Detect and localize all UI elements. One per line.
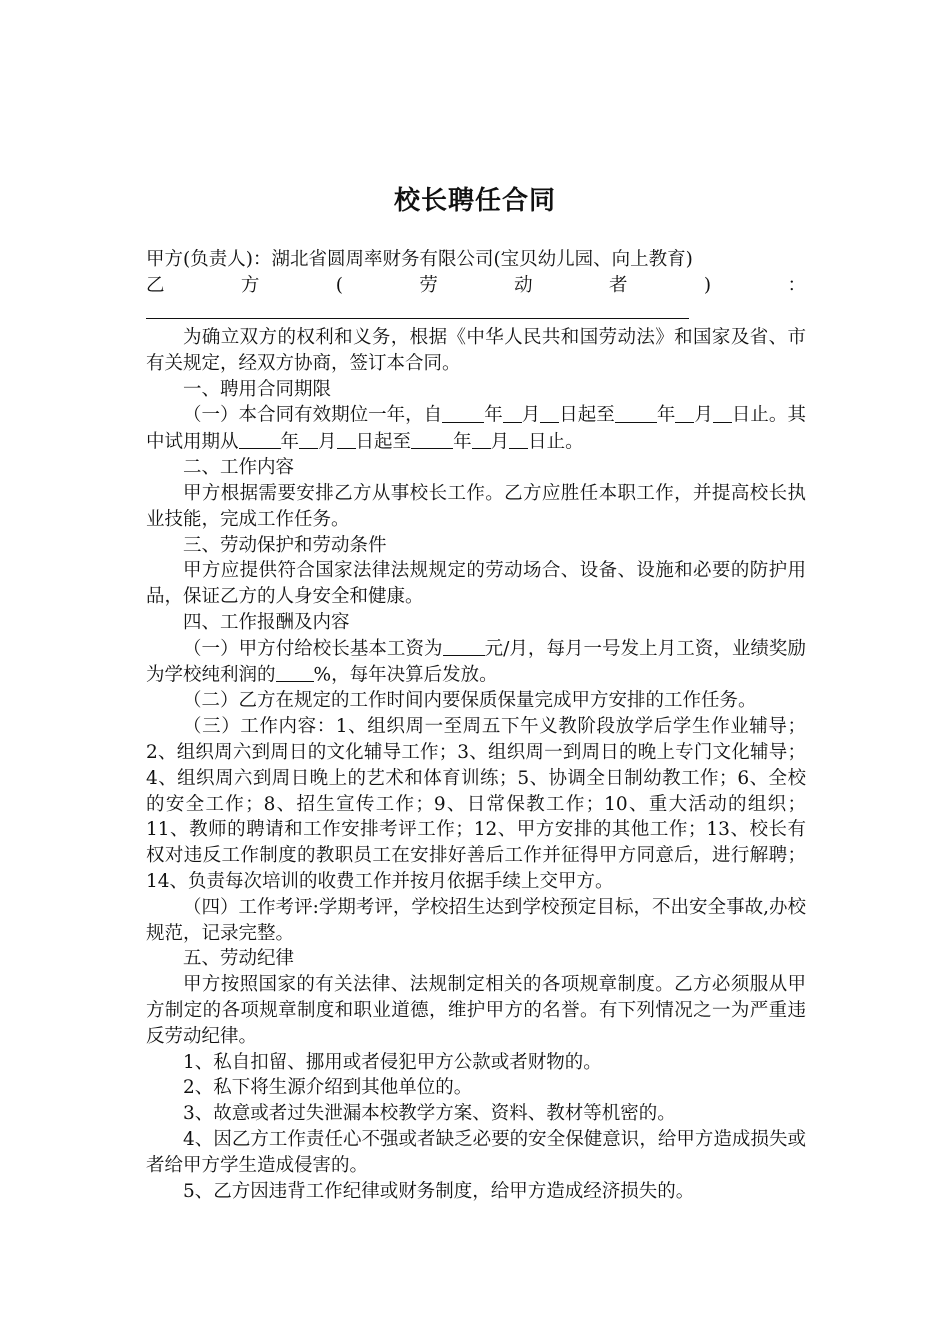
section-4-item-1: （一）甲方付给校长基本工资为 元/月，每月一号发上月工资，业绩奖励为学校纯利润的 %，每年决算后发放。 bbox=[146, 636, 806, 689]
section-1-heading: 一、聘用合同期限 bbox=[183, 378, 332, 400]
blank-year[interactable] bbox=[615, 402, 657, 422]
list-item: 5、乙方因违背工作纪律或财务制度，给甲方造成经济损失的。 bbox=[183, 1180, 695, 1202]
section-1-term: （一）本合同有效期位一年，自 年 月 日起至 年 月 日止。其中试用期从 年 月 日起至 年 月 日止。 bbox=[146, 402, 806, 455]
blank-year[interactable] bbox=[411, 429, 453, 449]
party-b-blank[interactable] bbox=[146, 299, 689, 319]
blank-day[interactable] bbox=[509, 429, 528, 449]
section-4-item-3: （三）工作内容：1、组织周一至周五下午义教阶段放学后学生作业辅导；2、组织周六到周日的文化辅导工作；3、组织周一到周日的晚上专门文化辅导；4、组织周六到周日晚上的艺术和体育训练；5、协调全日制幼教工作；6、全校的安全工作；8、招生宣传工作；9、日常保教工作；10、重大活动的组织；11、教师的聘请和工作安排考评工作；12、甲方安排的其他工作；13、校长有权对违反工作制度的教职员工在安排好善后工作并征得甲方同意后，进行解聘；14、负责每次培训的收费工作并按月依据手续上交甲方。 bbox=[146, 716, 806, 893]
blank-month[interactable] bbox=[675, 402, 694, 422]
section-3-heading: 三、劳动保护和劳动条件 bbox=[183, 534, 387, 556]
blank-salary[interactable] bbox=[443, 636, 485, 656]
section-5-paragraph: 甲方按照国家的有关法律、法规制定相关的各项规章制度。乙方必须服从甲方制定的各项规章制度和职业道德，维护甲方的名誉。有下列情况之一为严重违反劳动纪律。 bbox=[146, 974, 806, 1047]
blank-month[interactable] bbox=[299, 429, 318, 449]
blank-month[interactable] bbox=[472, 429, 491, 449]
blank-month[interactable] bbox=[503, 402, 522, 422]
section-4-item-2: （二）乙方在规定的工作时间内要保质保量完成甲方安排的工作任务。 bbox=[183, 690, 757, 712]
blank-year[interactable] bbox=[239, 429, 281, 449]
party-b-label: 乙方(劳动者)： bbox=[146, 274, 806, 296]
section-4-heading: 四、工作报酬及内容 bbox=[183, 611, 350, 633]
party-b-line bbox=[146, 273, 806, 325]
section-2-heading: 二、工作内容 bbox=[183, 457, 295, 479]
list-item: 2、私下将生源介绍到其他单位的。 bbox=[183, 1077, 473, 1099]
intro-paragraph: 为确立双方的权利和义务，根据《中华人民共和国劳动法》和国家及省、市有关规定，经双方协商，签订本合同。 bbox=[146, 326, 806, 374]
list-item: 1、私自扣留、挪用或者侵犯甲方公款或者财物的。 bbox=[183, 1051, 602, 1073]
blank-day[interactable] bbox=[540, 402, 559, 422]
party-a-value: 湖北省圆周率财务有限公司(宝贝幼儿园、向上教育) bbox=[271, 249, 693, 270]
document-body bbox=[146, 247, 806, 1204]
blank-day[interactable] bbox=[337, 429, 356, 449]
blank-year[interactable] bbox=[442, 402, 484, 422]
section-3-paragraph: 甲方应提供符合国家法律法规规定的劳动场合、设备、设施和必要的防护用品，保证乙方的人身安全和健康。 bbox=[146, 560, 806, 608]
blank-percent[interactable] bbox=[276, 662, 314, 682]
document-title: 校长聘任合同 bbox=[393, 186, 556, 216]
party-a-label: 甲方(负责人)： bbox=[146, 249, 272, 270]
list-item: 3、故意或者过失泄漏本校教学方案、资料、教材等机密的。 bbox=[183, 1103, 676, 1125]
party-a-line bbox=[146, 247, 806, 273]
section-5-heading: 五、劳动纪律 bbox=[183, 948, 295, 970]
section-2-paragraph: 甲方根据需要安排乙方从事校长工作。乙方应胜任本职工作，并提高校长执业技能，完成工作任务。 bbox=[146, 482, 806, 530]
section-4-item-4: （四）工作考评:学期考评，学校招生达到学校预定目标，不出安全事故,办校规范，记录完整。 bbox=[146, 896, 806, 944]
blank-day[interactable] bbox=[713, 402, 732, 422]
list-item: 4、因乙方工作责任心不强或者缺乏必要的安全保健意识，给甲方造成损失或者给甲方学生造成侵害的。 bbox=[146, 1128, 806, 1176]
